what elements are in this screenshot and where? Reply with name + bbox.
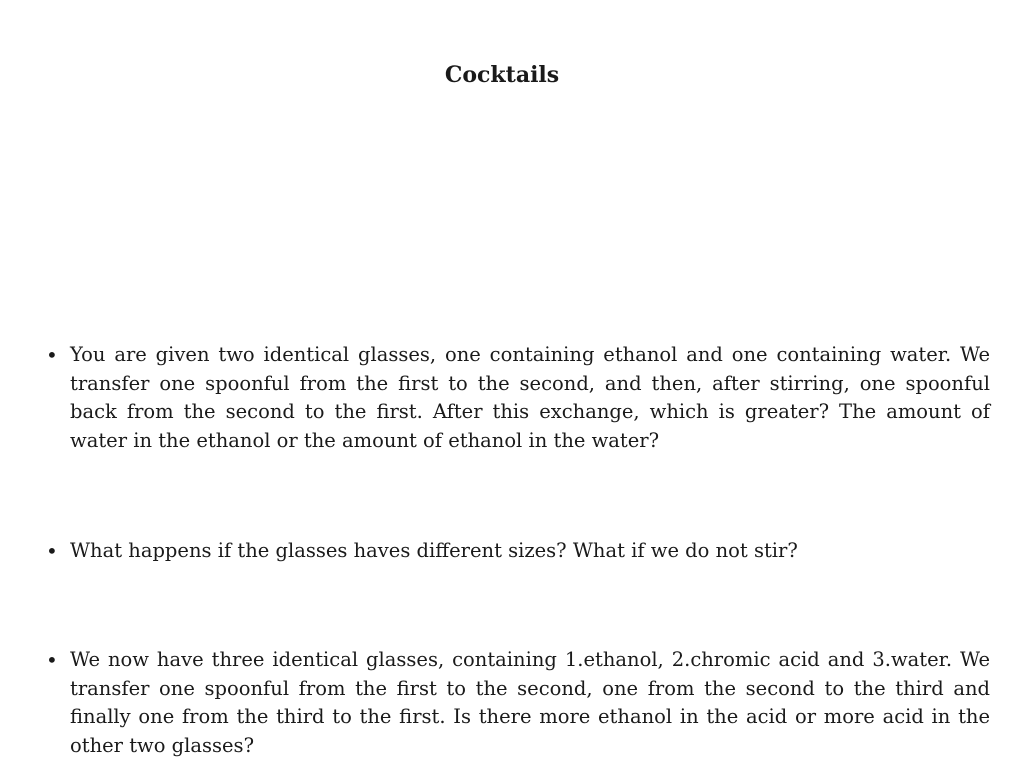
bullet-item-different-sizes [46,537,990,566]
bullet-item-three-glasses [46,646,990,760]
bullet-item-two-glasses [46,341,990,455]
slide-title: Cocktails [444,62,560,88]
bullet-icon: • [46,648,58,672]
bullet-icon: • [46,343,58,367]
bullet-icon: • [46,539,58,563]
bullet-text: We now have three identical glasses, containing 1.ethanol, 2.chromic acid and 3.water. We transfer one spoonful from the first to the second, one from the second to the third and finally one from the third to the first. Is there more ethanol in the acid or more acid in the other two glasses? [70,648,990,757]
bullet-text: What happens if the glasses haves different sizes? What if we do not stir? [70,539,798,562]
bullet-text: You are given two identical glasses, one containing ethanol and one containing water. We transfer one spoonful from the first to the second, and then, after stirring, one spoonful back from the second to the first. After this exchange, which is greater? The amount of water in the ethanol or the amount of ethanol in the water? [70,343,990,452]
